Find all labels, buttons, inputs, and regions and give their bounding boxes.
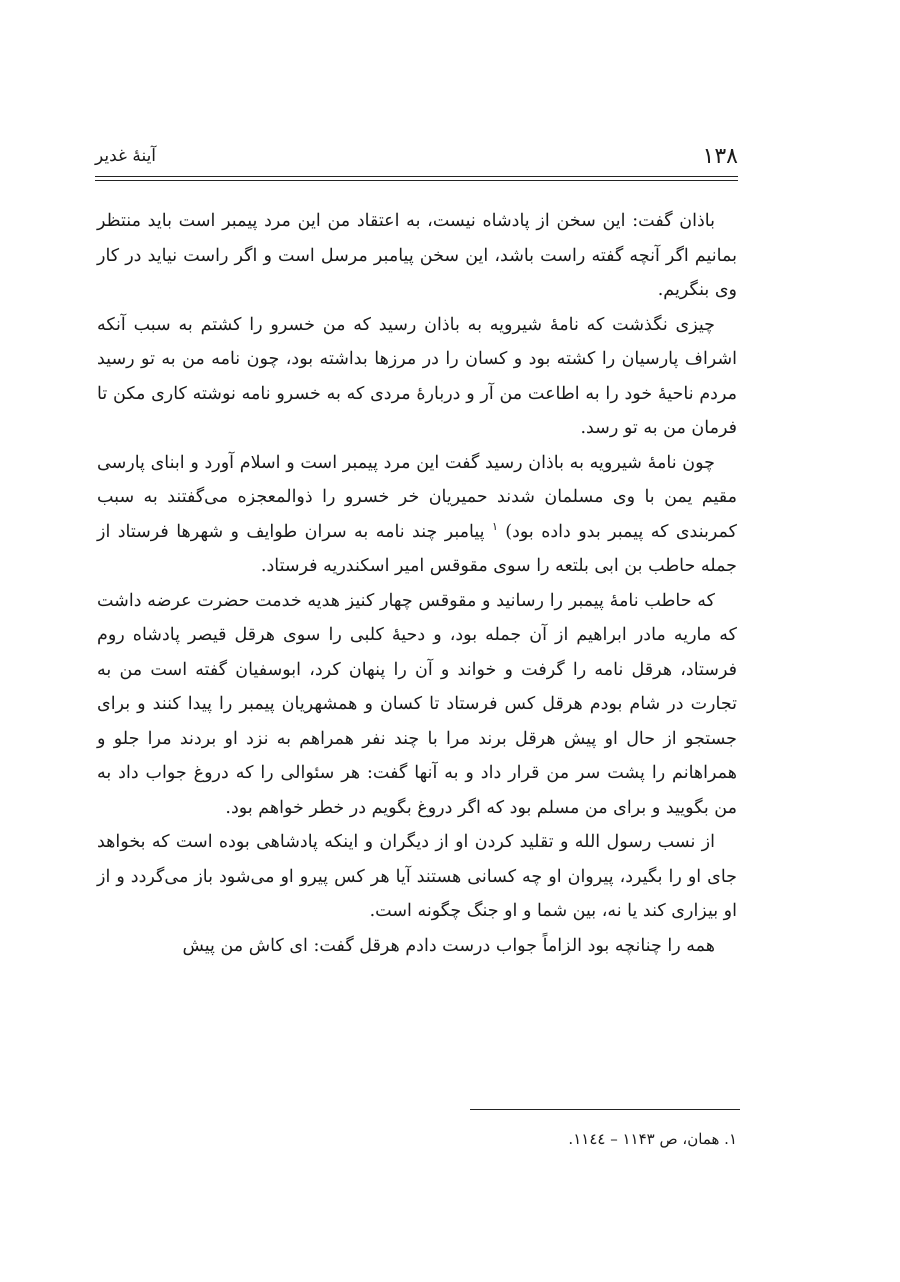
footnote-reference[interactable]: ۱ [491, 519, 498, 533]
paragraph: كه حاطب نامهٔ پيمبر را رسانيد و مقوقس چهار كنيز هديه خدمت حضرت عرضه داشت كه ماريه مادر ابراهيم از آن جمله بود، و دحيهٔ كلبى را سوى هرقل قيصر پادشاه روم فرستاد، هرقل نامه را گرفت و خواند و آن را پنهان كرد، ابوسفيان گفته است من به تجارت در شام بودم هرقل كس فرستاد تا كسان و همشهريان پيمبر را پيدا كنند و براى جستجو از حال او پيش هرقل برند مرا با چند نفر همراهم به نزد او بردند مرا جلو و همراهانم را پشت سر من قرار داد و به آنها گفت: هر سئوالى را كه دروغ جواب داد به من بگوييد و براى من مسلم بود كه اگر دروغ بگويم در خطر خواهم بود. [97, 590, 737, 818]
header-rule-double [95, 180, 738, 181]
footnote-divider [470, 1109, 740, 1110]
paragraph-text-before-ref: چون نامهٔ شيرويه به باذان رسيد گفت اين مرد پيمبر است و اسلام آورد و ابناى پارسى مقيم يمن با وى مسلمان شدند حميريان خر خسرو را ذوالمعجزه مى‌گفتند به سبب كمربندى كه پيمبر بدو داده بود) [97, 452, 737, 542]
paragraph: چيزى نگذشت كه نامهٔ شيرويه به باذان رسيد كه من خسرو را كشتم به سبب آنكه اشراف پارسيان را كشته بود و كسان را در مرزها بداشته بود، چون نامه من به تو رسيد مردم ناحيهٔ خود را به اطاعت من آر و دربارهٔ مردى كه به خسرو نامه نوشته كارى مكن تا فرمان من به تو رسد. [97, 314, 737, 438]
page-number: ۱۳۸ [702, 144, 738, 169]
footnote: ۱. همان، ص ۱۱۴۳ – ۱۱٤٤. [568, 1130, 737, 1148]
paragraph: از نسب رسول الله و تقليد كردن او از ديگران و اينكه پادشاهى بوده است كه بخواهد جاى او را بگيرد، پيروان او چه كسانى هستند آيا هر كس پيرو او مى‌شود باز مى‌گردد و از او بيزارى كند يا نه، بين شما و او جنگ چگونه است. [97, 832, 737, 921]
header-rule [95, 176, 738, 177]
paragraph: باذان گفت: اين سخن از پادشاه نيست، به اعتقاد من اين مرد پيمبر است بايد منتظر بمانيم اگر آنچه گفته راست باشد، اين سخن پيامبر مرسل است و اگر راست نيايد در كار وى بنگريم. [97, 211, 737, 300]
page-header [95, 144, 738, 174]
running-title: آينهٔ غدير [95, 146, 157, 166]
paragraph-with-footnote [97, 446, 737, 584]
body-text [97, 204, 737, 963]
paragraph: همه را چنانچه بود الزاماً جواب درست دادم هرقل گفت: اى كاش من پيش [182, 935, 715, 956]
paragraph-text-after-ref: پيامبر چند نامه به سران طوايف و شهرها فرستاد از جمله حاطب بن ابى بلتعه را سوى مقوقس امير اسكندريه فرستاد. [97, 521, 737, 576]
